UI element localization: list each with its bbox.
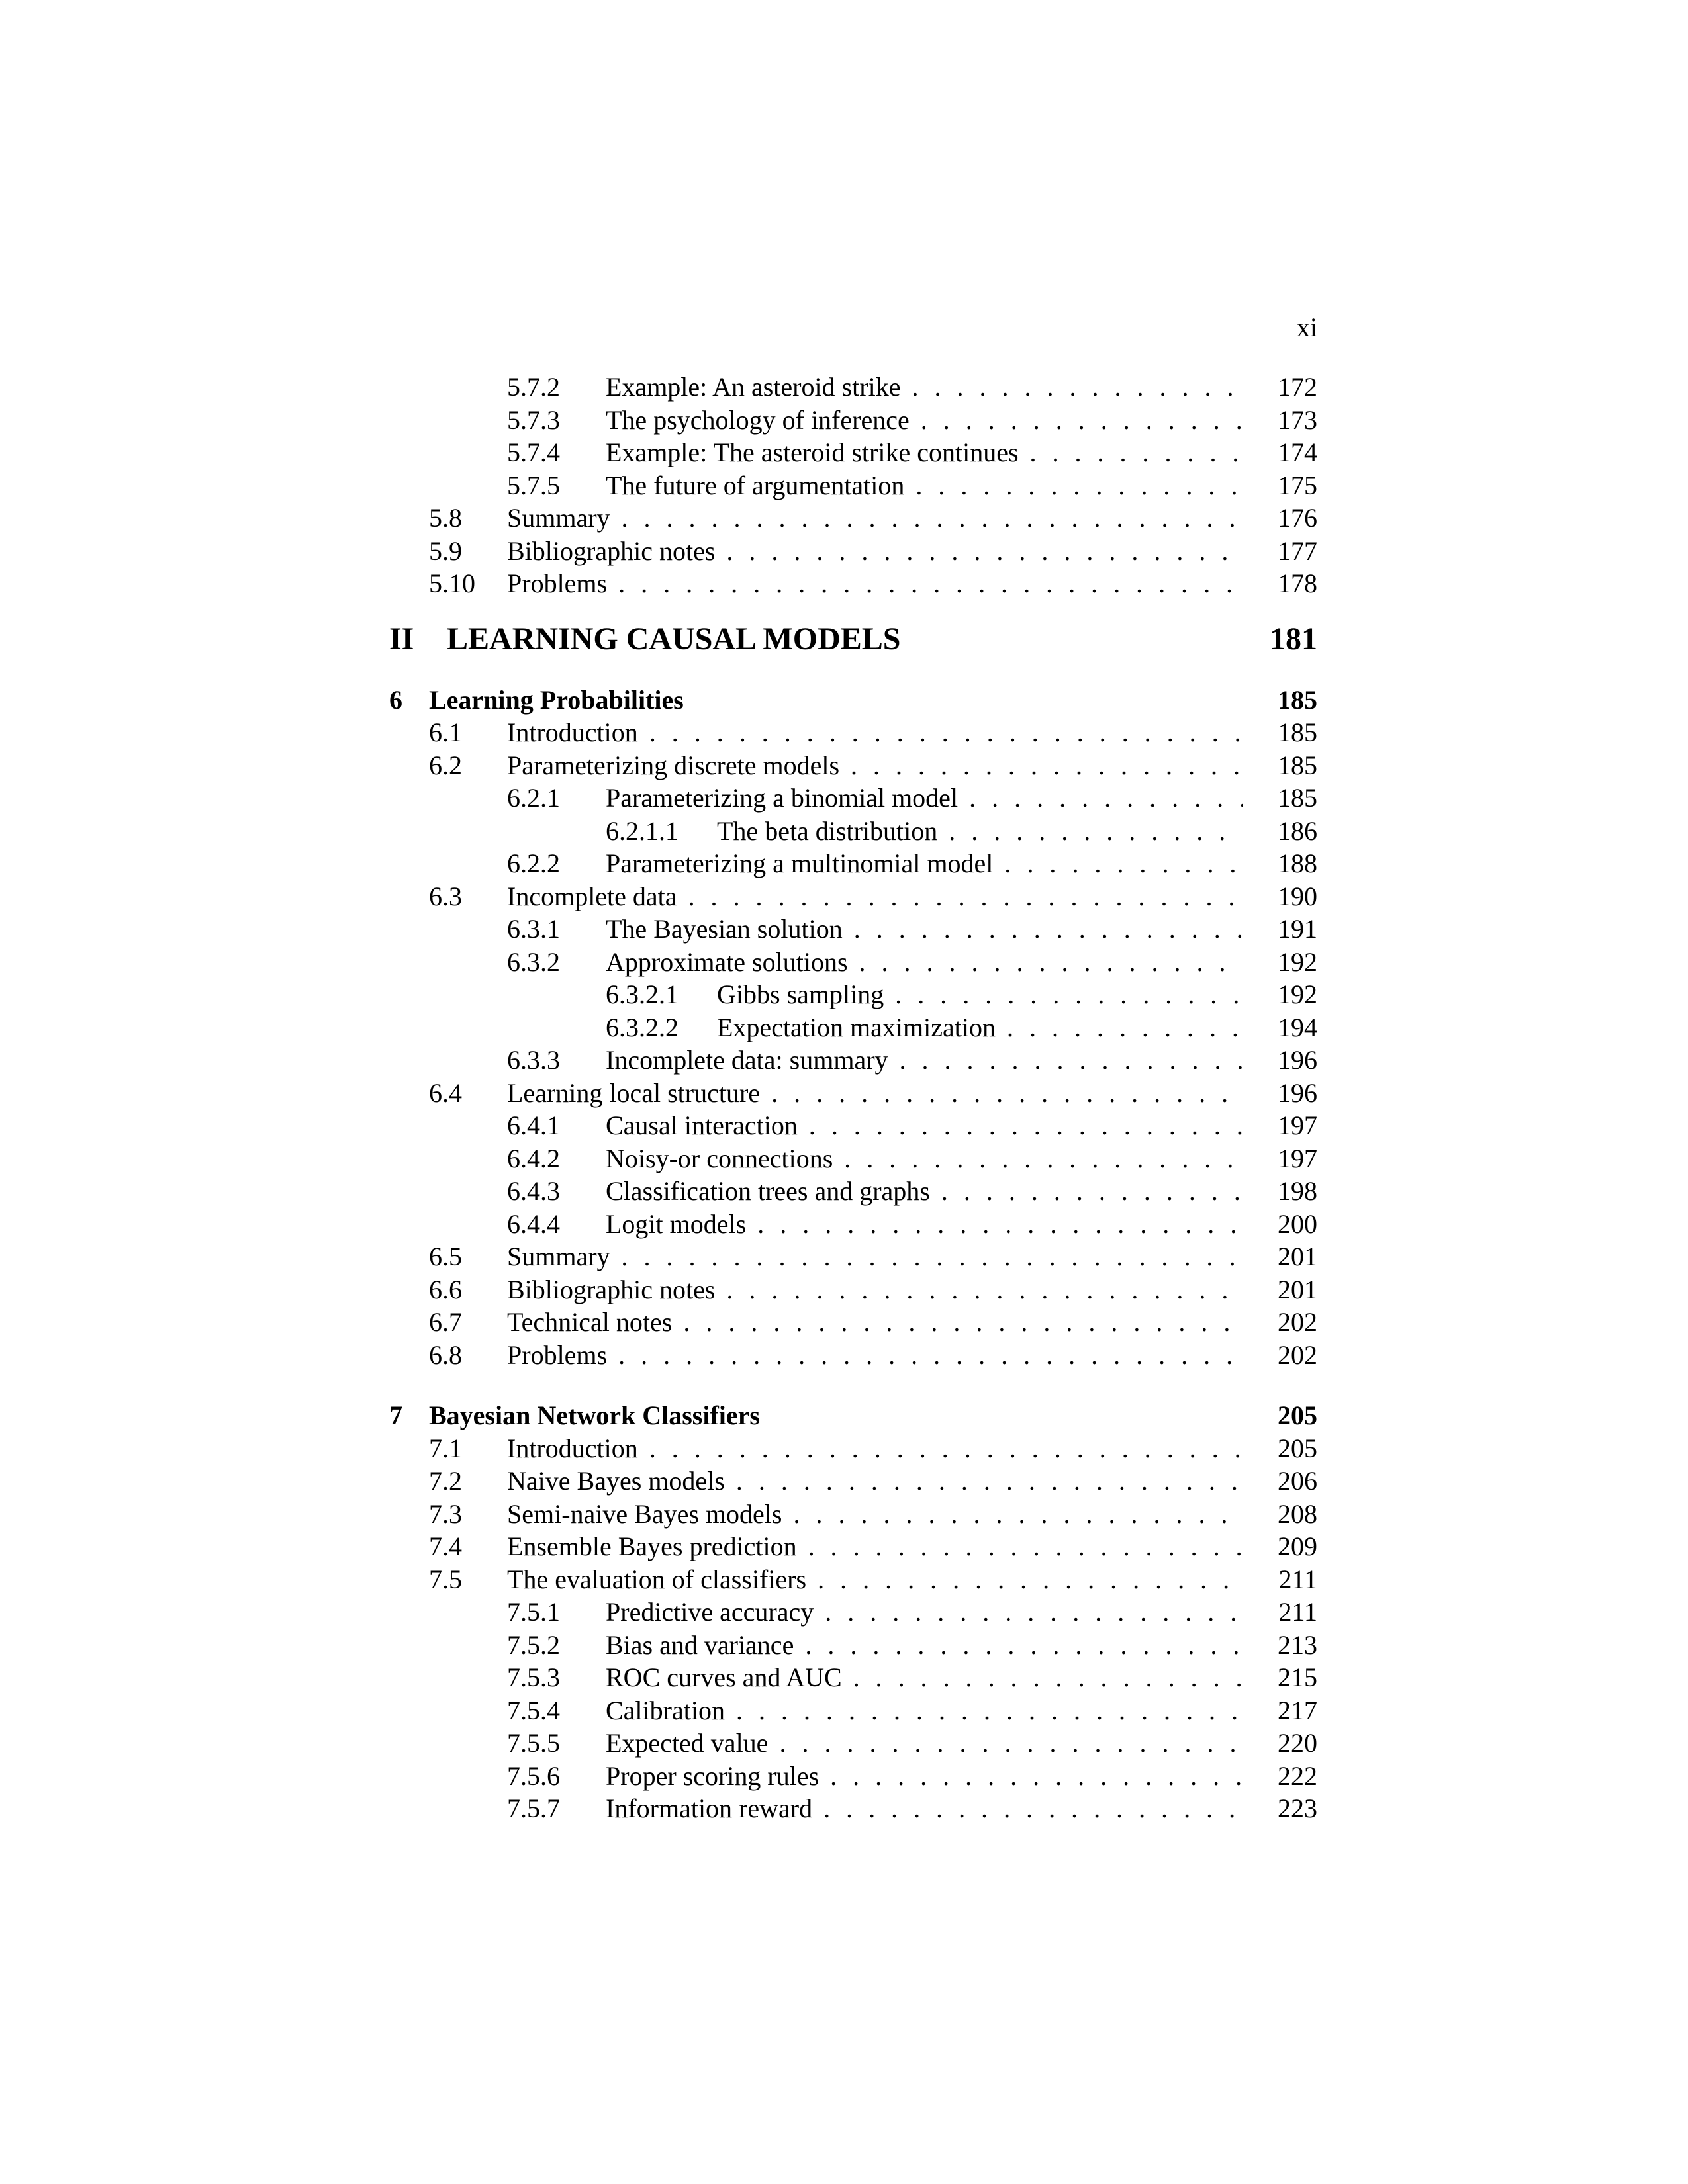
toc-entry-section xyxy=(389,1465,1317,1498)
toc-entry-page: 205 xyxy=(1278,1400,1317,1430)
toc-entry-title: Bias and variance . . . xyxy=(606,1629,1243,1662)
toc-entry-number: 6.3.1 xyxy=(507,914,560,944)
toc-entry-page: 186 xyxy=(1278,815,1317,846)
toc-entry-subsubsection xyxy=(389,978,1317,1011)
toc-entry-title: Causal interaction . . . xyxy=(606,1109,1243,1142)
toc-entry-page: 201 xyxy=(1278,1274,1317,1304)
toc-entry-page: 173 xyxy=(1278,404,1317,435)
toc-entry-number: 6.6 xyxy=(429,1274,462,1304)
toc-entry-title: The evaluation of classifiers . . . xyxy=(507,1563,1243,1596)
toc-entry-page: 205 xyxy=(1278,1433,1317,1463)
toc-entry-number: 7.3 xyxy=(429,1498,462,1529)
toc-entry-number: 6.7 xyxy=(429,1307,462,1337)
toc-entry-title: Classification trees and graphs . . . xyxy=(606,1175,1243,1208)
toc-entry-subsection xyxy=(389,782,1317,815)
toc-entry-subsubsection xyxy=(389,815,1317,848)
toc-entry-subsection xyxy=(389,946,1317,979)
toc-entry-title: Information reward . . . xyxy=(606,1792,1243,1825)
toc-entry-number: 7 xyxy=(389,1400,402,1430)
toc-entry-title: Incomplete data . . . xyxy=(507,880,1243,913)
toc-entry-page: 223 xyxy=(1278,1794,1317,1823)
toc-entry-page: 197 xyxy=(1278,1143,1317,1173)
toc-entry-page: 185 xyxy=(1278,750,1317,780)
toc-entry-page: 192 xyxy=(1278,946,1317,977)
toc-entry-page: 201 xyxy=(1278,1242,1317,1271)
toc-entry-subsection xyxy=(389,1694,1317,1727)
toc-entry-part xyxy=(389,610,1317,669)
toc-entry-page: 190 xyxy=(1278,881,1317,911)
toc-entry-number: 6.5 xyxy=(429,1242,462,1271)
toc-entry-title: Naive Bayes models . . . xyxy=(507,1465,1243,1498)
toc-entry-page: 188 xyxy=(1278,848,1317,878)
toc-entry-page: 196 xyxy=(1278,1045,1317,1075)
toc-entry-page: 191 xyxy=(1278,914,1317,944)
toc-entry-title: Bibliographic notes . . . xyxy=(507,1273,1243,1306)
toc-entry-title: Example: The asteroid strike continues . . . xyxy=(606,436,1243,469)
toc-entry-title: Gibbs sampling . . . xyxy=(717,978,1243,1011)
toc-entry-number: 7.5 xyxy=(429,1564,462,1594)
toc-entry-title: Proper scoring rules . . . xyxy=(606,1760,1243,1793)
toc-entry-title: Semi-naive Bayes models . . . xyxy=(507,1498,1243,1531)
toc-entry-number: 7.5.1 xyxy=(507,1597,560,1627)
toc-entry-number: 7.1 xyxy=(429,1433,462,1463)
toc-entry-section xyxy=(389,749,1317,782)
toc-entry-section xyxy=(389,1563,1317,1596)
toc-entry-section xyxy=(389,1240,1317,1273)
toc-entry-page: 198 xyxy=(1278,1176,1317,1206)
toc-entry-number: 5.10 xyxy=(429,569,475,598)
toc-entry-title: Bibliographic notes . . . xyxy=(507,535,1243,568)
toc-entry-number: 7.5.4 xyxy=(507,1695,560,1725)
toc-entry-title: Introduction . . . xyxy=(507,716,1243,749)
toc-entry-page: 175 xyxy=(1278,470,1317,500)
toc-entry-title: ROC curves and AUC . . . xyxy=(606,1661,1243,1694)
toc-entry-number: 6.3 xyxy=(429,881,462,911)
toc-entry-section xyxy=(389,1273,1317,1306)
toc-entry-number: 6 xyxy=(389,684,402,715)
toc-entry-section xyxy=(389,502,1317,535)
toc-entry-number: 6.1 xyxy=(429,717,462,747)
toc-entry-page: 215 xyxy=(1278,1662,1317,1692)
toc-entry-title: Approximate solutions . . . xyxy=(606,946,1243,979)
toc-entry-page: 202 xyxy=(1278,1340,1317,1370)
toc-entry-subsection xyxy=(389,1142,1317,1175)
toc-entry-page: 220 xyxy=(1278,1728,1317,1758)
toc-entry-number: 5.7.3 xyxy=(507,404,560,435)
toc-entry-page: 222 xyxy=(1278,1760,1317,1791)
toc-entry-title: Example: An asteroid strike . . . xyxy=(606,371,1243,404)
toc-entry-section xyxy=(389,1498,1317,1531)
toc-entry-title: Parameterizing a binomial model . . . xyxy=(606,782,1243,815)
toc-entry-number: 5.8 xyxy=(429,503,462,533)
toc-entry-title: Introduction . . . xyxy=(507,1432,1243,1465)
toc-entry-page: 209 xyxy=(1278,1531,1317,1561)
toc-entry-page: 200 xyxy=(1278,1208,1317,1239)
toc-entry-page: 185 xyxy=(1278,684,1317,715)
toc-entry-subsubsection xyxy=(389,1011,1317,1044)
toc-entry-subsection xyxy=(389,1727,1317,1760)
toc-entry-page: 217 xyxy=(1278,1695,1317,1725)
toc-entry-page: 185 xyxy=(1278,783,1317,813)
toc-entry-number: 6.3.2.2 xyxy=(606,1012,679,1042)
toc-entry-subsection xyxy=(389,1760,1317,1793)
toc-entry-section xyxy=(389,716,1317,749)
toc-entry-page: 213 xyxy=(1278,1629,1317,1660)
toc-entry-title: The future of argumentation . . . xyxy=(606,469,1243,502)
toc-entry-title: The beta distribution . . . xyxy=(717,815,1243,848)
toc-entry-number: 7.5.3 xyxy=(507,1662,560,1692)
toc-entry-page: 197 xyxy=(1278,1111,1317,1140)
toc-entry-page: 185 xyxy=(1278,717,1317,747)
toc-entry-subsection xyxy=(389,1596,1317,1629)
toc-entry-title: Ensemble Bayes prediction . . . xyxy=(507,1530,1243,1563)
toc-entry-subsection xyxy=(389,436,1317,469)
toc-entry-number: II xyxy=(389,621,414,657)
toc-entry-number: 7.2 xyxy=(429,1466,462,1496)
toc-entry-title: Predictive accuracy . . . xyxy=(606,1596,1243,1629)
toc-entry-number: 5.7.2 xyxy=(507,372,560,402)
toc-entry-number: 6.3.2 xyxy=(507,946,560,977)
toc-entry-title: Technical notes . . . xyxy=(507,1306,1243,1339)
toc-entry-page: 176 xyxy=(1278,503,1317,533)
toc-entry-number: 6.4.1 xyxy=(507,1111,560,1140)
toc-entry-page: 192 xyxy=(1278,979,1317,1009)
toc-entry-subsection xyxy=(389,1175,1317,1208)
toc-entry-title: Noisy-or connections . . . xyxy=(606,1142,1243,1175)
toc-entry-number: 6.2.1 xyxy=(507,783,560,813)
toc-entry-chapter xyxy=(389,684,1317,717)
toc-entry-section xyxy=(389,1077,1317,1110)
toc-entry-section xyxy=(389,567,1317,600)
toc-entry-number: 6.3.2.1 xyxy=(606,979,679,1009)
toc-entry-title: LEARNING CAUSAL MODELS xyxy=(447,621,901,657)
toc-entry-section xyxy=(389,880,1317,913)
toc-entry-subsection xyxy=(389,1629,1317,1662)
toc-entry-title: Problems . . . xyxy=(507,1339,1243,1372)
toc-entry-page: 174 xyxy=(1278,437,1317,467)
toc-entry-section xyxy=(389,1530,1317,1563)
toc-entry-title: Learning local structure . . . xyxy=(507,1077,1243,1110)
toc-entry-title: The psychology of inference . . . xyxy=(606,404,1243,437)
toc-entry-number: 7.5.7 xyxy=(507,1794,560,1823)
toc-entry-page: 206 xyxy=(1278,1466,1317,1496)
toc-entry-title: Calibration . . . xyxy=(606,1694,1243,1727)
toc-entry-number: 5.9 xyxy=(429,535,462,566)
toc-entry-title: Learning Probabilities xyxy=(429,684,684,715)
toc-entry-title: Bayesian Network Classifiers xyxy=(429,1400,760,1430)
toc-entry-page: 196 xyxy=(1278,1077,1317,1108)
toc-entry-title: The Bayesian solution . . . xyxy=(606,913,1243,946)
toc-entry-page: 208 xyxy=(1278,1498,1317,1529)
toc-entry-page: 172 xyxy=(1278,372,1317,402)
toc-entry-subsection xyxy=(389,1792,1317,1825)
toc-entry-title: Problems . . . xyxy=(507,567,1243,600)
toc-entry-page: 178 xyxy=(1278,569,1317,598)
toc-entry-number: 7.5.5 xyxy=(507,1728,560,1758)
toc-entry-title: Parameterizing a multinomial model . . . xyxy=(606,847,1243,880)
toc-entry-subsection xyxy=(389,1044,1317,1077)
toc-entry-title: Incomplete data: summary . . . xyxy=(606,1044,1243,1077)
toc-entry-title: Summary . . . xyxy=(507,1240,1243,1273)
toc-entry-section xyxy=(389,1432,1317,1465)
toc-entry-title: Expected value . . . xyxy=(606,1727,1243,1760)
table-of-contents xyxy=(389,371,1317,1825)
toc-entry-number: 6.2.1.1 xyxy=(606,815,679,846)
toc-entry-section xyxy=(389,1306,1317,1339)
toc-entry-subsection xyxy=(389,1109,1317,1142)
toc-entry-subsection xyxy=(389,1661,1317,1694)
page-number: xi xyxy=(1296,312,1317,342)
toc-entry-title: Expectation maximization . . . xyxy=(717,1011,1243,1044)
toc-entry-number: 6.4.3 xyxy=(507,1176,560,1206)
toc-entry-number: 6.2 xyxy=(429,750,462,780)
toc-entry-number: 5.7.4 xyxy=(507,437,560,467)
toc-entry-page: 211 xyxy=(1278,1597,1317,1627)
toc-entry-number: 6.4 xyxy=(429,1077,462,1108)
toc-entry-section xyxy=(389,535,1317,568)
toc-entry-page: 202 xyxy=(1278,1307,1317,1337)
toc-entry-number: 7.5.2 xyxy=(507,1629,560,1660)
toc-entry-subsection xyxy=(389,847,1317,880)
toc-entry-title: Parameterizing discrete models . . . xyxy=(507,749,1243,782)
toc-entry-number: 6.4.2 xyxy=(507,1143,560,1173)
toc-entry-number: 6.3.3 xyxy=(507,1045,560,1075)
toc-entry-page: 181 xyxy=(1270,621,1317,657)
toc-entry-page: 177 xyxy=(1278,535,1317,566)
toc-entry-subsection xyxy=(389,469,1317,502)
toc-entry-number: 6.2.2 xyxy=(507,848,560,878)
toc-entry-title: Logit models . . . xyxy=(606,1208,1243,1241)
toc-entry-subsection xyxy=(389,913,1317,946)
toc-entry-subsection xyxy=(389,404,1317,437)
toc-entry-page: 211 xyxy=(1278,1564,1317,1594)
toc-entry-section xyxy=(389,1339,1317,1372)
toc-entry-page: 194 xyxy=(1278,1012,1317,1042)
toc-entry-number: 7.5.6 xyxy=(507,1760,560,1791)
toc-entry-number: 5.7.5 xyxy=(507,470,560,500)
toc-entry-number: 6.4.4 xyxy=(507,1208,560,1239)
toc-entry-subsection xyxy=(389,371,1317,404)
toc-entry-number: 7.4 xyxy=(429,1531,462,1561)
toc-entry-number: 6.8 xyxy=(429,1340,462,1370)
toc-entry-subsection xyxy=(389,1208,1317,1241)
toc-entry-chapter xyxy=(389,1399,1317,1432)
toc-entry-title: Summary . . . xyxy=(507,502,1243,535)
